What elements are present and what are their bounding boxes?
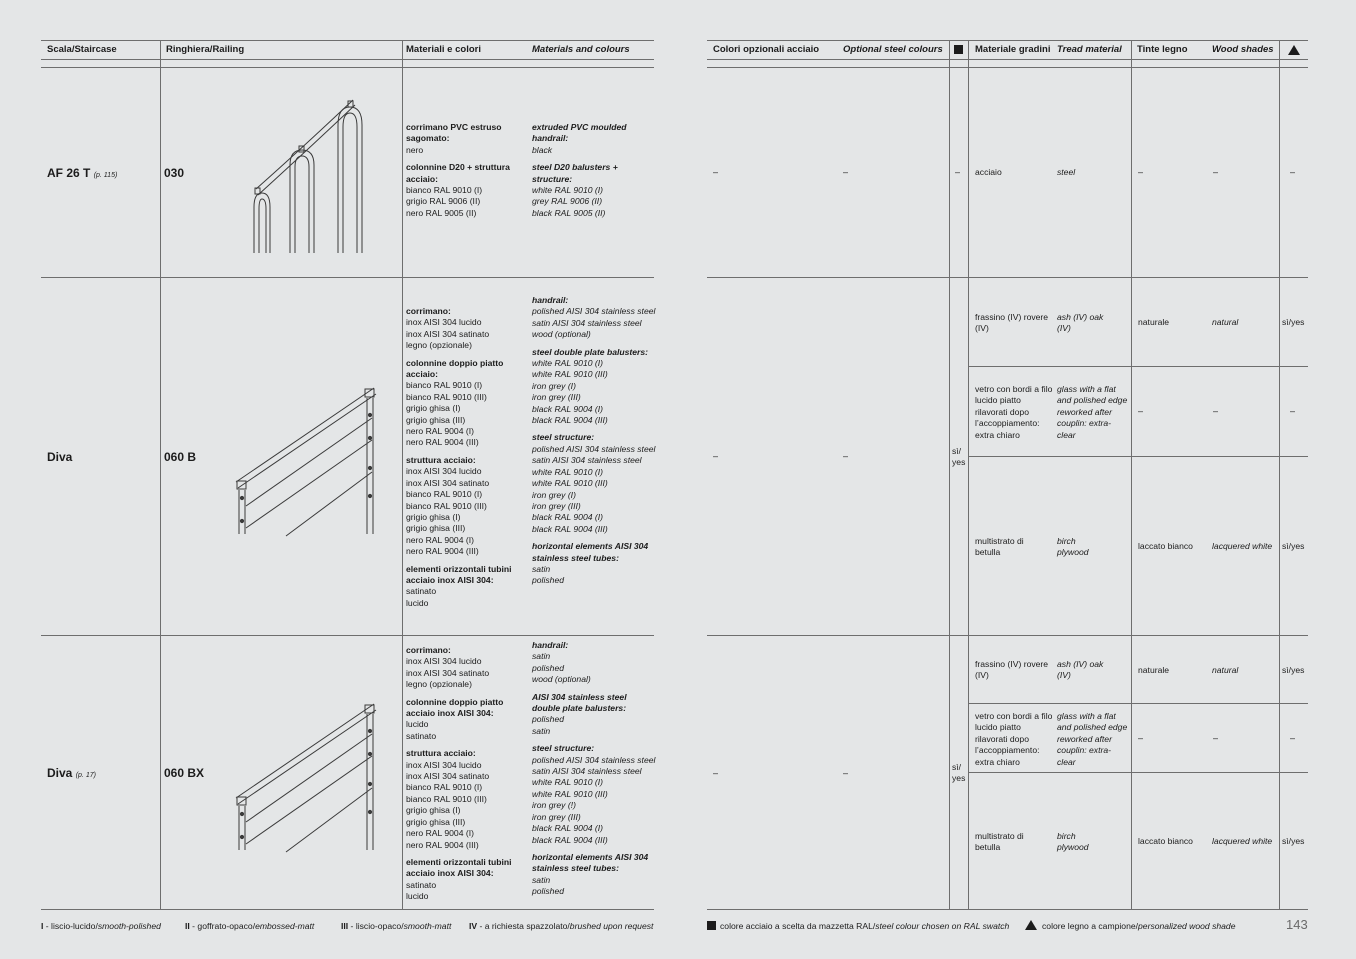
row2-en-heading-2: steel double plate balusters: bbox=[532, 346, 649, 357]
row1-materials-it bbox=[406, 122, 528, 219]
row3-it-line: grigio ghisa (I) bbox=[406, 805, 461, 816]
row3-en-line: wood (optional) bbox=[532, 674, 591, 685]
row1-it-line: nero bbox=[406, 144, 424, 155]
row3-railing-code: 060 BX bbox=[164, 766, 205, 780]
legend-it: a richiesta spazzolato bbox=[484, 921, 568, 931]
row3-it-heading-2: colonnine doppio piatto acciaio inox AISI 304: bbox=[406, 696, 504, 719]
right-col-divider-1 bbox=[949, 40, 950, 909]
row2-en-line: iron grey (III) bbox=[532, 392, 581, 403]
right-sub-rule-d bbox=[968, 772, 1308, 773]
row3-it-line: bianco RAL 9010 (III) bbox=[406, 793, 487, 804]
row2-it-line: nero RAL 9004 (I) bbox=[406, 426, 474, 437]
row2-tread2-tri: – bbox=[1290, 406, 1296, 416]
row2-en-line: satin bbox=[532, 563, 551, 574]
legend-en: embossed-matt bbox=[255, 921, 315, 931]
row3-tread2-wood-it: – bbox=[1138, 733, 1144, 743]
row3-tread1-wood-it: naturale bbox=[1138, 665, 1170, 675]
legend-wood-colour: colore legno a campione/personalized wood shade bbox=[1025, 920, 1236, 931]
row3-it-line: nero RAL 9004 (I) bbox=[406, 828, 474, 839]
row3-en-line: satin bbox=[532, 874, 551, 885]
row3-it-line: satinato bbox=[406, 730, 437, 741]
railing-030-drawing bbox=[240, 95, 370, 255]
row2-it-line: grigio ghisa (III) bbox=[406, 523, 466, 534]
row1-it-line: grigio RAL 9006 (II) bbox=[406, 196, 481, 207]
row3-stair-ref: (p. 17) bbox=[75, 772, 96, 779]
left-header-rule bbox=[41, 59, 654, 60]
row2-tread3-tri: sì/yes bbox=[1282, 541, 1305, 551]
finish-legend-I: I - liscio-lucido/smooth-polished bbox=[41, 921, 161, 931]
row2-it-line: bianco RAL 9010 (I) bbox=[406, 380, 483, 391]
row2-materials-it bbox=[406, 306, 528, 609]
row3-it-line: satinato bbox=[406, 879, 437, 890]
row1-stair-label: AF 26 T bbox=[47, 166, 91, 180]
row2-en-heading-1: handrail: bbox=[532, 295, 569, 305]
legend-en: personalized wood shade bbox=[1138, 921, 1236, 931]
right-header-rule bbox=[707, 59, 1308, 60]
black-triangle-icon bbox=[1288, 45, 1300, 55]
legend-code: III bbox=[341, 921, 349, 931]
row2-en-line: black RAL 9004 (I) bbox=[532, 512, 604, 523]
row2-it-line: grigio ghisa (III) bbox=[406, 414, 466, 425]
row3-tread3-wood-it: laccato bianco bbox=[1138, 836, 1193, 846]
row1-railing-code: 030 bbox=[164, 166, 185, 180]
row1-en-line: black bbox=[532, 144, 553, 155]
row3-tread1-wood-en: natural bbox=[1212, 665, 1239, 675]
row2-tread3-it: multistrato di betulla bbox=[975, 536, 1024, 558]
row2-it-line: nero RAL 9004 (III) bbox=[406, 437, 479, 448]
row3-tread2-en: glass with a flat and polished edge reworked after couplin: extra-clear bbox=[1057, 711, 1128, 767]
row2-stair-label: Diva bbox=[47, 450, 73, 464]
row3-optional-en: – bbox=[843, 768, 849, 778]
legend-code: II bbox=[185, 921, 190, 931]
row3-en-line: satin bbox=[532, 725, 551, 736]
row2-it-line: satinato bbox=[406, 586, 437, 597]
legend-it: colore acciaio a scelta da mazzetta RAL bbox=[720, 921, 873, 931]
header-wood-en: Wood shades bbox=[1212, 44, 1274, 55]
row3-it-heading-4: elementi orizzontali tubini acciaio inox AISI 304: bbox=[406, 856, 512, 879]
row2-it-line: grigio ghisa (I) bbox=[406, 403, 461, 414]
row2-tread1-it: frassino (IV) rovere (IV) bbox=[975, 312, 1049, 334]
row3-en-line: polished AISI 304 stainless steel bbox=[532, 754, 656, 765]
header-optional-it: Colori opzionali acciaio bbox=[713, 44, 820, 55]
row3-en-heading-1: handrail: bbox=[532, 640, 569, 650]
row3-en-line: polished bbox=[532, 662, 565, 673]
row3-tread3-wood-en: lacquered white bbox=[1212, 836, 1273, 846]
row2-it-line: nero RAL 9004 (I) bbox=[406, 534, 474, 545]
row3-en-heading-4: horizontal elements AISI 304 stainless steel tubes: bbox=[532, 851, 649, 874]
legend-it: goffrato-opaco bbox=[197, 921, 253, 931]
row2-square-value: sì/ yes bbox=[952, 446, 966, 468]
header-optional-en: Optional steel colours bbox=[843, 44, 943, 55]
row2-tread1-tri: sì/yes bbox=[1282, 317, 1305, 327]
row2-en-line: white RAL 9010 (I) bbox=[532, 466, 604, 477]
row2-it-heading-2: colonnine doppio piatto acciaio: bbox=[406, 357, 504, 380]
row2-it-line: bianco RAL 9010 (I) bbox=[406, 489, 483, 500]
row2-tread2-wood-it: – bbox=[1138, 406, 1144, 416]
row3-stair-label: Diva bbox=[47, 766, 73, 780]
row2-it-line: bianco RAL 9010 (III) bbox=[406, 391, 487, 402]
railing-060b-drawing bbox=[228, 378, 388, 538]
row2-it-line: inox AISI 304 lucido bbox=[406, 317, 482, 328]
legend-en: smooth-matt bbox=[403, 921, 452, 931]
row1-en-line: grey RAL 9006 (II) bbox=[532, 196, 603, 207]
header-materials-it: Materiali e colori bbox=[406, 44, 481, 55]
row2-optional-it: – bbox=[713, 451, 719, 461]
legend-steel-colour: colore acciaio a scelta da mazzetta RAL/steel colour chosen on RAL swatch bbox=[707, 921, 1009, 931]
row3-tread1-en: ash (IV) oak (IV) bbox=[1057, 659, 1104, 681]
right-col-divider-2 bbox=[968, 40, 969, 909]
right-col-divider-4 bbox=[1279, 40, 1280, 909]
right-top-rule bbox=[707, 40, 1308, 41]
row3-it-line: lucido bbox=[406, 719, 429, 730]
row3-tread3-it: multistrato di betulla bbox=[975, 831, 1024, 853]
row2-tread2-it: vetro con bordi a filo lucido piatto rilavorati dopo l’accoppiamento: extra chiaro bbox=[975, 384, 1053, 440]
row3-en-line: polished bbox=[532, 886, 565, 897]
row1-optional-it: – bbox=[713, 167, 719, 177]
row3-materials-it bbox=[406, 645, 528, 903]
row2-it-heading-4: elementi orizzontali tubini acciaio inox AISI 304: bbox=[406, 563, 512, 585]
right-row-rule-1 bbox=[707, 277, 1308, 278]
right-sub-rule-b bbox=[968, 456, 1308, 457]
row2-tread3-wood-it: laccato bianco bbox=[1138, 541, 1193, 551]
legend-it: colore legno a campione bbox=[1042, 921, 1136, 931]
row2-en-line: polished AISI 304 stainless steel bbox=[532, 443, 656, 454]
row1-materials-en bbox=[532, 122, 652, 219]
row3-tread1-tri: sì/yes bbox=[1282, 665, 1305, 675]
black-square-icon bbox=[954, 45, 963, 54]
row2-tread3-wood-en: lacquered white bbox=[1212, 541, 1273, 551]
row3-tread3-tri: sì/yes bbox=[1282, 836, 1305, 846]
row1-en-heading-1: extruded PVC moulded handrail: bbox=[532, 122, 627, 144]
row2-en-line: iron grey (I) bbox=[532, 489, 576, 500]
row2-en-line: black RAL 9004 (III) bbox=[532, 415, 608, 426]
row1-it-line: nero RAL 9005 (II) bbox=[406, 207, 477, 218]
row3-en-heading-3: steel structure: bbox=[532, 743, 595, 754]
row2-en-line: white RAL 9010 (III) bbox=[532, 478, 608, 489]
left-row-rule-2 bbox=[41, 635, 654, 636]
row1-stair-name bbox=[47, 166, 117, 180]
row3-en-line: satin AISI 304 stainless steel bbox=[532, 766, 642, 777]
header-tread-en: Tread material bbox=[1057, 44, 1122, 55]
header-staircase: Scala/Staircase bbox=[47, 44, 117, 55]
row3-it-line: lucido bbox=[406, 891, 429, 902]
right-sub-rule-a bbox=[968, 366, 1308, 367]
header-wood-it: Tinte legno bbox=[1137, 44, 1188, 55]
row2-en-heading-4: horizontal elements AISI 304 stainless steel tubes: bbox=[532, 541, 649, 563]
legend-it: liscio-opaco bbox=[355, 921, 402, 931]
black-triangle-icon bbox=[1025, 920, 1037, 930]
row3-en-line: iron grey (!) bbox=[532, 800, 576, 811]
row3-it-line: bianco RAL 9010 (I) bbox=[406, 782, 483, 793]
row3-it-line: grigio ghisa (III) bbox=[406, 816, 466, 827]
row3-en-line: polished bbox=[532, 714, 565, 725]
row2-en-line: black RAL 9004 (I) bbox=[532, 403, 604, 414]
finish-legend-III: III - liscio-opaco/smooth-matt bbox=[341, 921, 452, 931]
row2-en-line: satin AISI 304 stainless steel bbox=[532, 455, 642, 466]
row3-tread2-tri: – bbox=[1290, 733, 1296, 743]
header-railing: Ringhiera/Railing bbox=[166, 44, 245, 55]
row1-square-value: – bbox=[955, 167, 961, 177]
legend-en: steel colour chosen on RAL swatch bbox=[875, 921, 1010, 931]
row3-tread2-wood-en: – bbox=[1213, 733, 1219, 743]
finish-legend-II: II - goffrato-opaco/embossed-matt bbox=[185, 921, 315, 931]
row3-materials-en bbox=[532, 640, 654, 898]
row2-it-line: inox AISI 304 satinato bbox=[406, 477, 490, 488]
left-row-rule-1 bbox=[41, 277, 654, 278]
row2-stair-name bbox=[47, 450, 72, 464]
header-materials-en: Materials and colours bbox=[532, 44, 630, 55]
row3-it-heading-3: struttura acciaio: bbox=[406, 748, 476, 759]
row2-tread1-wood-en: natural bbox=[1212, 317, 1239, 327]
left-bottom-rule bbox=[41, 909, 654, 910]
row3-en-line: iron grey (III) bbox=[532, 811, 581, 822]
row2-it-line: bianco RAL 9010 (III) bbox=[406, 500, 487, 511]
row3-tread2-it: vetro con bordi a filo lucido piatto rilavorati dopo l’accoppiamento: extra chiaro bbox=[975, 711, 1053, 767]
legend-en: brushed upon request bbox=[569, 921, 654, 931]
row1-wood-en: – bbox=[1213, 167, 1219, 177]
legend-it: liscio-lucido bbox=[51, 921, 96, 931]
row2-tread1-en: ash (IV) oak (IV) bbox=[1057, 312, 1104, 334]
row3-it-line: inox AISI 304 satinato bbox=[406, 667, 490, 678]
row3-en-line: satin bbox=[532, 651, 551, 662]
left-top-rule bbox=[41, 40, 654, 41]
row1-wood-it: – bbox=[1138, 167, 1144, 177]
left-col-divider-1 bbox=[160, 40, 161, 909]
page-number: 143 bbox=[1286, 917, 1308, 932]
row2-it-line: lucido bbox=[406, 597, 429, 608]
right-col-divider-3 bbox=[1131, 40, 1132, 909]
row2-railing-code: 060 B bbox=[164, 450, 197, 464]
row1-tread-it: acciaio bbox=[975, 167, 1002, 177]
row1-it-heading-2: colonnine D20 + struttura acciaio: bbox=[406, 162, 510, 184]
row3-it-line: inox AISI 304 lucido bbox=[406, 656, 482, 667]
row2-tread1-wood-it: naturale bbox=[1138, 317, 1170, 327]
row2-optional-en: – bbox=[843, 451, 849, 461]
row2-en-line: wood (optional) bbox=[532, 329, 591, 340]
row1-it-line: bianco RAL 9010 (I) bbox=[406, 185, 483, 196]
row2-en-line: white RAL 9010 (I) bbox=[532, 358, 604, 369]
left-header-rule-2 bbox=[41, 67, 654, 68]
row3-it-line: inox AISI 304 lucido bbox=[406, 759, 482, 770]
row2-en-line: polished bbox=[532, 575, 565, 586]
row2-it-heading-1: corrimano: bbox=[406, 306, 451, 316]
row2-it-line: legno (opzionale) bbox=[406, 340, 472, 351]
row3-it-line: inox AISI 304 satinato bbox=[406, 771, 490, 782]
right-header-rule-2 bbox=[707, 67, 1308, 68]
row2-it-line: inox AISI 304 satinato bbox=[406, 328, 490, 339]
row2-en-line: iron grey (III) bbox=[532, 500, 581, 511]
row3-square-value: sì/ yes bbox=[952, 762, 966, 784]
row2-it-heading-3: struttura acciaio: bbox=[406, 454, 476, 465]
left-col-divider-2 bbox=[402, 40, 403, 909]
row1-tread-en: steel bbox=[1057, 167, 1076, 177]
right-row-rule-2 bbox=[707, 635, 1308, 636]
row3-en-line: black RAL 9004 (III) bbox=[532, 834, 608, 845]
row3-en-line: white RAL 9010 (I) bbox=[532, 777, 604, 788]
row3-it-line: nero RAL 9004 (III) bbox=[406, 839, 479, 850]
row2-tread3-en: birch plywood bbox=[1057, 536, 1089, 558]
row2-en-heading-3: steel structure: bbox=[532, 432, 595, 443]
row3-optional-it: – bbox=[713, 768, 719, 778]
row2-it-line: grigio ghisa (I) bbox=[406, 511, 461, 522]
legend-code: IV bbox=[469, 921, 478, 931]
row1-stair-ref: (p. 115) bbox=[93, 172, 118, 179]
row2-en-line: iron grey (I) bbox=[532, 380, 576, 391]
row3-en-line: black RAL 9004 (I) bbox=[532, 823, 604, 834]
row1-triangle-value: – bbox=[1290, 167, 1296, 177]
row3-tread3-en: birch plywood bbox=[1057, 831, 1089, 853]
row2-en-line: white RAL 9010 (III) bbox=[532, 369, 608, 380]
row2-it-line: inox AISI 304 lucido bbox=[406, 466, 482, 477]
row2-tread2-en: glass with a flat and polished edge reworked after couplin: extra-clear bbox=[1057, 384, 1128, 440]
row2-materials-en bbox=[532, 295, 656, 587]
row2-it-line: nero RAL 9004 (III) bbox=[406, 546, 479, 557]
row1-en-line: white RAL 9010 (I) bbox=[532, 185, 604, 196]
row2-en-line: black RAL 9004 (III) bbox=[532, 523, 608, 534]
legend-code: I bbox=[41, 921, 44, 931]
finish-legend-IV: IV - a richiesta spazzolato/brushed upon request bbox=[469, 921, 654, 931]
row1-optional-en: – bbox=[843, 167, 849, 177]
row1-en-line: black RAL 9005 (II) bbox=[532, 207, 606, 218]
legend-en: smooth-polished bbox=[97, 921, 161, 931]
header-tread-it: Materiale gradini bbox=[975, 44, 1051, 55]
row2-en-line: polished AISI 304 stainless steel bbox=[532, 306, 656, 317]
row3-en-heading-2: AISI 304 stainless steel double plate balusters: bbox=[532, 691, 627, 714]
row3-en-line: white RAL 9010 (III) bbox=[532, 788, 608, 799]
row3-stair-name bbox=[47, 766, 96, 780]
black-square-icon bbox=[707, 921, 716, 930]
row1-en-heading-2: steel D20 balusters + structure: bbox=[532, 162, 618, 184]
right-bottom-rule bbox=[707, 909, 1308, 910]
row2-tread2-wood-en: – bbox=[1213, 406, 1219, 416]
row3-it-heading-1: corrimano: bbox=[406, 645, 451, 655]
row2-en-line: satin AISI 304 stainless steel bbox=[532, 317, 642, 328]
row1-it-heading-1: corrimano PVC estruso sagomato: bbox=[406, 122, 502, 144]
row3-it-line: legno (opzionale) bbox=[406, 679, 472, 690]
right-sub-rule-c bbox=[968, 703, 1308, 704]
row3-tread1-it: frassino (IV) rovere (IV) bbox=[975, 659, 1049, 681]
railing-060bx-drawing bbox=[228, 694, 388, 854]
